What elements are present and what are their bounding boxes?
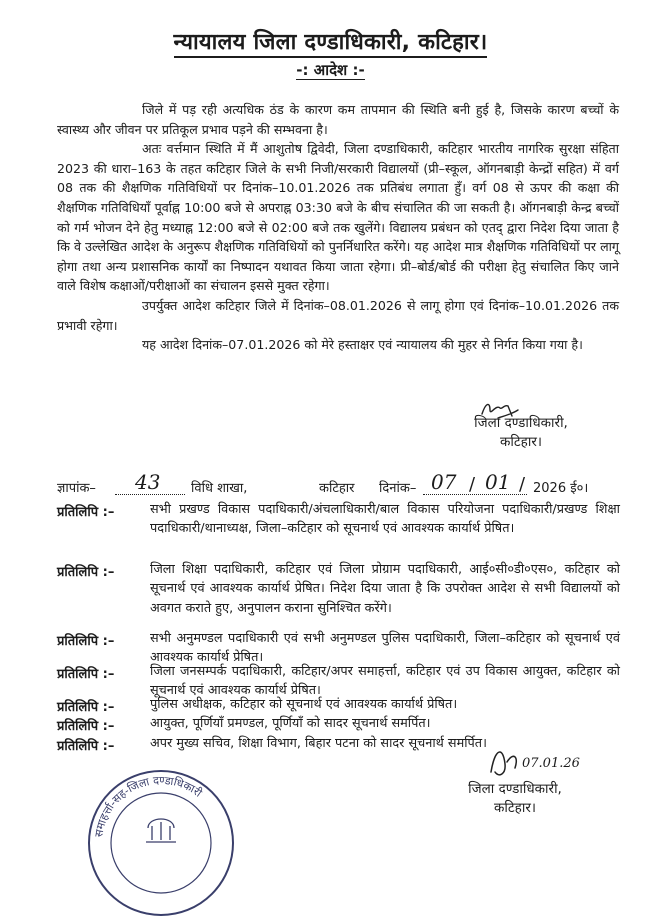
copy-text: अपर मुख्य सचिव, शिक्षा विभाग, बिहार पटना को सादर सूचनार्थ समर्पित। — [150, 736, 487, 751]
signature-block-2 — [440, 780, 590, 818]
reference-line — [57, 470, 627, 498]
handwritten-date: 07.01.26 — [522, 756, 580, 771]
copy-text: सभी प्रखण्ड विकास पदाधिकारी/अंचलाधिकारी/बाल विकास परियोजना पदाधिकारी/प्रखण्ड शिक्षा पदाधिकारी/थानाध्यक्ष, जिला–कटिहार को सूचनार्थ एवं आवश्यक कार्यार्थ प्रेषित। — [150, 502, 620, 537]
order-body — [57, 100, 619, 355]
date-label: दिनांक– — [379, 481, 417, 496]
date-slash-1: / — [469, 474, 476, 495]
copy-text: जिला शिक्षा पदाधिकारी, कटिहार एवं जिला प्रोग्राम पदाधिकारी, आई०सी०डी०एस०, कटिहार को सूचनार्थ एवं आवश्यक कार्यार्थ प्रेषित। निदेश दिया जाता है कि उपरोक्त आदेश से सभी विद्यालयों को अवगत कराते हुए, अनुपालन कराना सुनिश्चित करेंगे। — [150, 562, 620, 616]
document-title: न्यायालय जिला दण्डाधिकारी, कटिहार। — [0, 26, 661, 56]
copy-text: सभी अनुमण्डल पदाधिकारी एवं सभी अनुमण्डल पुलिस पदाधिकारी, जिला–कटिहार को सूचनार्थ एवं आवश्यक कार्यार्थ प्रेषित। — [150, 631, 620, 666]
date-day: 07 — [431, 470, 457, 494]
copy-label: प्रतिलिपि :– — [57, 667, 115, 682]
signatory-title: जिला दण्डाधिकारी, — [468, 781, 562, 797]
official-seal — [86, 768, 236, 918]
signatory-place: कटिहार। — [494, 800, 536, 816]
copy-label: प्रतिलिपि :– — [57, 739, 115, 754]
paragraph-2: अतः वर्त्तमान स्थिति में मैं आशुतोष द्विवेदी, जिला दण्डाधिकारी, कटिहार भारतीय नागरिक सुरक्षा संहिता 2023 की धारा–163 के तहत कटिहार जिले के सभी निजी/सरकारी विद्यालयों (प्री–स्कूल, ऑगनबाड़ी केन्द्रों सहित) में वर्ग 08 तक की शैक्षणिक गतिविधियों पर दिनांक–10.01.2026 तक प्रतिबंध लगाता हुँ। वर्ग 08 से ऊपर की कक्षा की शैक्षणिक गतिविधियाँ पूर्वाह्न 10:00 बजे से अपराह्न 03:30 बजे के बीच संचालित की जा सकती है। ऑगनबाड़ी केन्द्र बच्चों को गर्म भोजन देने हेतु मध्याह्न 12:00 बजे से 02:00 बजे तक खुलेंगे। विद्यालय प्रबंधन को एतद् द्वारा निदेश दिया जाता है कि वे उल्लेखित आदेश के अनुरूप शैक्षणिक गतिविधियों को पुनर्निधारित करेंगे। यह आदेश मात्र शैक्षणिक गतिविधियों पर लागू होगा तथा अन्य प्रशासनिक कार्यों का निष्पादन यथावत किया जाता रहेगा। प्री–बोर्ड/बोर्ड की परीक्षा हेतु संचालित किए जाने वाले विशेष कक्षाओं/परीक्षाओं का संचालन इससे मुक्त रहेगा। — [57, 141, 619, 294]
paragraph-1: जिले में पड़ रही अत्यधिक ठंड के कारण कम तापमान की स्थिति बनी हुई है, जिसके कारण बच्चों के स्वास्थ्य और जीवन पर प्रतिकूल प्रभाव पड़ने की सम्भवना है। — [57, 102, 619, 137]
copy-text: आयुक्त, पूर्णियाँ प्रमण्डल, पूर्णियाँ को सादर सूचनार्थ समर्पित। — [150, 716, 431, 731]
date-year: 2026 ई०। — [533, 481, 589, 496]
date-slash-2: / — [519, 474, 526, 495]
paragraph-3: उपर्युक्त आदेश कटिहार जिले में दिनांक–08.01.2026 से लागू होगा एवं दिनांक–10.01.2026 तक प्रभावी रहेगा। — [57, 297, 619, 333]
branch-name: विधि शाखा, — [191, 481, 248, 496]
copy-label: प्रतिलिपि :– — [57, 505, 115, 520]
copy-label: प्रतिलिपि :– — [57, 634, 115, 649]
signature-block-1 — [451, 414, 591, 452]
date-month: 01 — [485, 470, 511, 494]
memo-number: 43 — [135, 470, 161, 494]
copy-text: पुलिस अधीक्षक, कटिहार को सूचनार्थ एवं आवश्यक कार्यार्थ प्रेषित। — [150, 697, 458, 712]
copy-text: जिला जनसम्पर्क पदाधिकारी, कटिहार/अपर समाहर्त्ता, कटिहार एवं उप विकास आयुक्त, कटिहार को सूचनार्थ एवं आवश्यक कार्यार्थ प्रेषित। — [150, 664, 620, 699]
seal-text: समाहर्त्ता-सह-जिला दण्डाधिकारी — [92, 773, 205, 838]
emblem-icon — [146, 819, 176, 842]
copy-label: प्रतिलिपि :– — [57, 565, 115, 580]
signatory-title: जिला दण्डाधिकारी, — [474, 415, 568, 431]
place-name: कटिहार — [319, 481, 355, 496]
memo-label: ज्ञापांक– — [57, 481, 96, 496]
signatory-place: कटिहार। — [500, 434, 542, 450]
order-heading: -: आदेश :- — [296, 61, 365, 79]
paragraph-4: यह आदेश दिनांक–07.01.2026 को मेरे हस्ताक्षर एवं न्यायालय की मुहर से निर्गत किया गया है। — [142, 337, 583, 353]
copy-label: प्रतिलिपि :– — [57, 700, 115, 715]
copy-label: प्रतिलिपि :– — [57, 719, 115, 734]
